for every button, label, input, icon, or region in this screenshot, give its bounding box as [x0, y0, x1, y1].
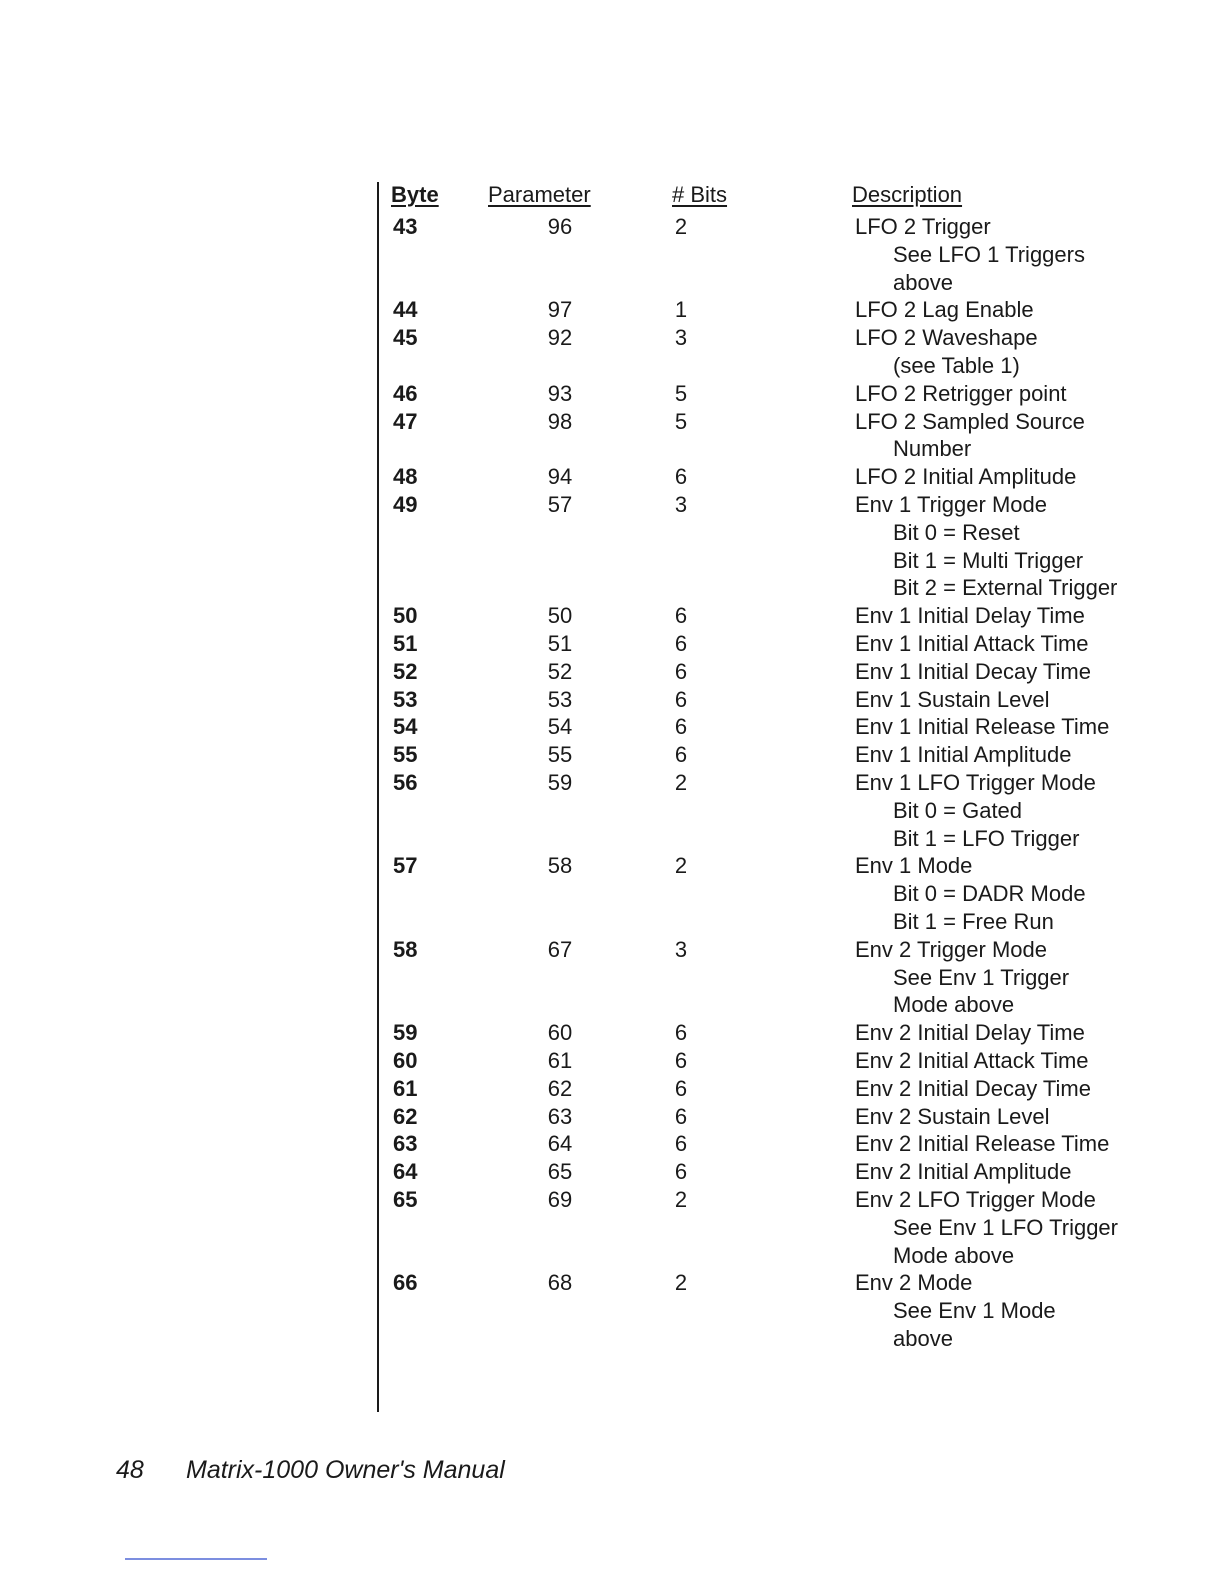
- description-cell: [855, 380, 1175, 408]
- description-cell: [855, 852, 1175, 935]
- bits-cell: 2: [674, 1187, 688, 1212]
- byte-cell: 54: [393, 714, 418, 740]
- parameter-cell: 57: [547, 492, 573, 517]
- parameter-cell: 61: [547, 1048, 573, 1073]
- byte-cell: 59: [393, 1020, 418, 1046]
- manual-title: Matrix-1000 Owner's Manual: [186, 1456, 505, 1484]
- description-cell: [855, 936, 1175, 1019]
- parameter-cell: 55: [547, 742, 573, 768]
- description-main: Env 1 Trigger Mode: [855, 492, 1047, 517]
- parameter-cell: 98: [547, 408, 573, 434]
- bits-cell: 6: [674, 1020, 688, 1046]
- bits-cell: 6: [674, 742, 688, 768]
- description-main: LFO 2 Initial Amplitude: [855, 464, 1077, 490]
- description-main: LFO 2 Waveshape: [855, 325, 1038, 351]
- header-description: Description: [852, 182, 963, 207]
- description-main: Env 1 Initial Attack Time: [855, 631, 1089, 656]
- description-detail: Number: [893, 436, 972, 462]
- description-detail: See LFO 1 Triggers: [893, 241, 1085, 267]
- description-main: Env 1 Mode: [855, 853, 973, 879]
- description-detail: Bit 0 = Reset: [893, 519, 1020, 545]
- parameter-cell: 63: [547, 1103, 573, 1129]
- bits-cell: 6: [674, 631, 688, 656]
- bits-cell: 6: [674, 1159, 688, 1185]
- bits-cell: 6: [674, 1048, 688, 1073]
- description-cell: [855, 1103, 1175, 1131]
- description-main: Env 1 LFO Trigger Mode: [855, 770, 1096, 795]
- description-detail: (see Table 1): [893, 352, 1020, 378]
- description-main: Env 2 Initial Decay Time: [855, 1075, 1091, 1101]
- description-cell: [855, 1186, 1175, 1269]
- parameter-cell: 97: [547, 297, 573, 323]
- parameter-cell: 58: [547, 853, 573, 879]
- byte-cell: 43: [393, 214, 418, 239]
- byte-cell: 62: [393, 1103, 418, 1129]
- byte-cell: 56: [393, 770, 418, 795]
- bits-cell: 6: [674, 1103, 688, 1129]
- bottom-rule: [125, 1558, 267, 1560]
- description-detail: Mode above: [893, 1242, 1015, 1268]
- bits-cell: 6: [674, 714, 688, 740]
- description-detail: above: [893, 269, 953, 295]
- bits-cell: 2: [674, 770, 688, 795]
- parameter-cell: 96: [547, 214, 573, 239]
- byte-cell: 58: [393, 936, 418, 962]
- byte-cell: 44: [393, 297, 418, 323]
- description-main: Env 1 Initial Delay Time: [855, 603, 1085, 629]
- description-main: Env 1 Sustain Level: [855, 686, 1050, 712]
- description-cell: [855, 213, 1175, 296]
- description-detail: Bit 1 = Multi Trigger: [893, 547, 1084, 573]
- description-main: Env 1 Initial Decay Time: [855, 658, 1091, 684]
- description-cell: [855, 1269, 1175, 1352]
- description-detail: Bit 1 = LFO Trigger: [893, 825, 1080, 851]
- byte-cell: 48: [393, 464, 418, 490]
- description-cell: [855, 408, 1175, 464]
- description-detail: See Env 1 Mode: [893, 1298, 1056, 1324]
- parameter-cell: 69: [547, 1187, 573, 1212]
- header-bits: # Bits: [672, 182, 728, 207]
- description-main: LFO 2 Sampled Source: [855, 408, 1085, 434]
- header-byte: Byte: [391, 182, 439, 207]
- parameter-cell: 62: [547, 1075, 573, 1101]
- parameter-cell: 64: [547, 1131, 573, 1157]
- bits-cell: 2: [674, 214, 688, 239]
- description-cell: [855, 630, 1175, 658]
- bits-cell: 6: [674, 1131, 688, 1157]
- byte-cell: 46: [393, 380, 418, 406]
- byte-cell: 61: [393, 1075, 418, 1101]
- parameter-cell: 68: [547, 1270, 573, 1296]
- description-detail: above: [893, 1325, 953, 1351]
- bits-cell: 6: [674, 603, 688, 629]
- bits-cell: 2: [674, 853, 688, 879]
- description-cell: [855, 769, 1175, 852]
- description-cell: [855, 658, 1175, 686]
- parameter-cell: 67: [547, 936, 573, 962]
- bits-cell: 6: [674, 686, 688, 712]
- byte-cell: 47: [393, 408, 418, 434]
- description-cell: [855, 463, 1175, 491]
- description-main: Env 2 Mode: [855, 1270, 973, 1296]
- header-parameter: Parameter: [488, 182, 591, 207]
- byte-cell: 45: [393, 325, 418, 351]
- description-main: Env 2 Sustain Level: [855, 1103, 1050, 1129]
- parameter-cell: 52: [547, 658, 573, 684]
- parameter-cell: 94: [547, 464, 573, 490]
- description-main: Env 1 Initial Release Time: [855, 714, 1110, 740]
- description-detail: Bit 0 = Gated: [893, 797, 1023, 823]
- page-number: 48: [116, 1456, 144, 1484]
- description-cell: [855, 686, 1175, 714]
- description-cell: [855, 1047, 1175, 1075]
- description-cell: [855, 1158, 1175, 1186]
- description-main: Env 1 Initial Amplitude: [855, 742, 1072, 768]
- description-detail: Mode above: [893, 992, 1015, 1018]
- description-main: LFO 2 Retrigger point: [855, 380, 1067, 406]
- bits-cell: 1: [674, 297, 688, 323]
- bits-cell: 3: [674, 325, 688, 351]
- parameter-cell: 51: [547, 631, 573, 656]
- description-detail: Bit 0 = DADR Mode: [893, 881, 1086, 907]
- bits-cell: 5: [674, 380, 688, 406]
- byte-cell: 63: [393, 1131, 418, 1157]
- byte-cell: 50: [393, 603, 418, 629]
- description-main: Env 2 Initial Delay Time: [855, 1020, 1085, 1046]
- description-main: Env 2 Trigger Mode: [855, 936, 1047, 962]
- description-main: Env 2 LFO Trigger Mode: [855, 1187, 1096, 1212]
- bits-cell: 3: [674, 492, 688, 517]
- parameter-cell: 59: [547, 770, 573, 795]
- parameter-cell: 93: [547, 380, 573, 406]
- description-main: Env 2 Initial Amplitude: [855, 1159, 1072, 1185]
- description-detail: Bit 1 = Free Run: [893, 908, 1054, 934]
- description-cell: [855, 1019, 1175, 1047]
- description-detail: See Env 1 LFO Trigger: [893, 1214, 1118, 1240]
- parameter-cell: 50: [547, 603, 573, 629]
- parameter-cell: 53: [547, 686, 573, 712]
- parameter-cell: 54: [547, 714, 573, 740]
- description-main: LFO 2 Trigger: [855, 214, 991, 239]
- description-detail: Bit 2 = External Trigger: [893, 575, 1118, 601]
- byte-cell: 65: [393, 1187, 418, 1212]
- byte-cell: 66: [393, 1270, 418, 1296]
- byte-cell: 51: [393, 631, 418, 656]
- byte-cell: 52: [393, 658, 418, 684]
- bits-cell: 6: [674, 464, 688, 490]
- description-main: LFO 2 Lag Enable: [855, 297, 1034, 323]
- byte-cell: 49: [393, 492, 418, 517]
- bits-cell: 6: [674, 658, 688, 684]
- parameter-cell: 65: [547, 1159, 573, 1185]
- description-cell: [855, 602, 1175, 630]
- description-detail: See Env 1 Trigger: [893, 964, 1070, 990]
- parameter-cell: 60: [547, 1020, 573, 1046]
- byte-cell: 64: [393, 1159, 418, 1185]
- bits-cell: 2: [674, 1270, 688, 1296]
- description-cell: [855, 741, 1175, 769]
- description-cell: [855, 324, 1175, 380]
- description-cell: [855, 713, 1175, 741]
- bits-cell: 6: [674, 1075, 688, 1101]
- byte-cell: 55: [393, 742, 418, 768]
- description-cell: [855, 491, 1175, 602]
- byte-cell: 53: [393, 686, 418, 712]
- description-cell: [855, 1130, 1175, 1158]
- bits-cell: 5: [674, 408, 688, 434]
- description-main: Env 2 Initial Attack Time: [855, 1048, 1089, 1073]
- description-cell: [855, 296, 1175, 324]
- description-cell: [855, 1075, 1175, 1103]
- bits-cell: 3: [674, 936, 688, 962]
- byte-cell: 60: [393, 1048, 418, 1073]
- parameter-cell: 92: [547, 325, 573, 351]
- byte-cell: 57: [393, 853, 418, 879]
- description-main: Env 2 Initial Release Time: [855, 1131, 1110, 1157]
